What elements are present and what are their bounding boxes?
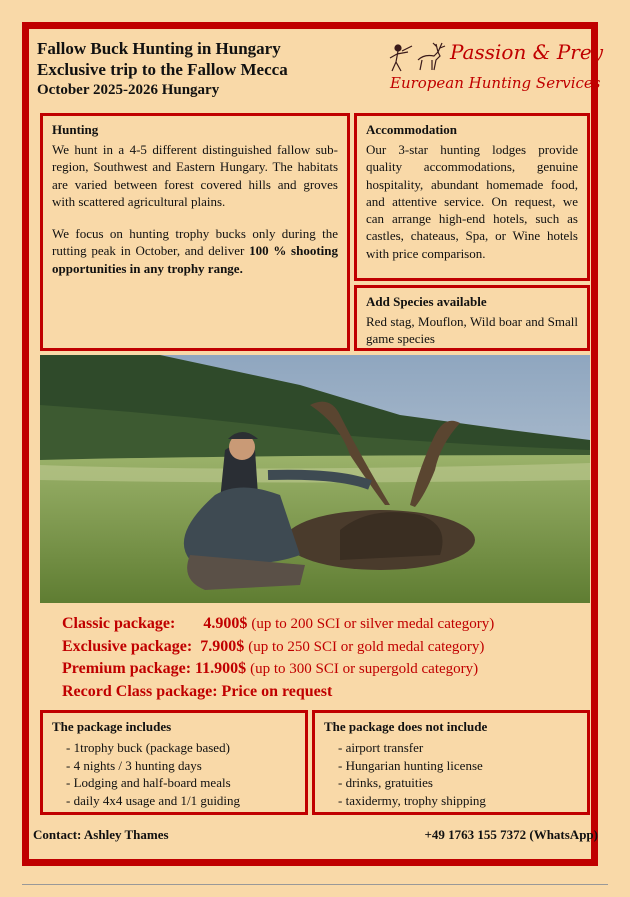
list-item: - daily 4x4 usage and 1/1 guiding	[66, 792, 296, 810]
list-item: - taxidermy, trophy shipping	[338, 792, 578, 810]
package-name: Record Class package:	[62, 682, 218, 700]
list-item: - 1trophy buck (package based)	[66, 739, 296, 757]
package-price: 4.900$	[203, 615, 248, 632]
accommodation-section	[354, 113, 590, 281]
list-item: - drinks, gratuities	[338, 774, 578, 792]
package-excludes-section	[312, 710, 590, 815]
contact-phone[interactable]: +49 1763 155 7372 (WhatsApp)	[424, 827, 598, 842]
hunting-paragraph-1: We hunt in a 4-5 different distinguished fallow sub-region, Southwest and Eastern Hungary. The habitats are varied between forest covered hills and groves with scattered agricultural plains.	[52, 142, 338, 209]
package-price: Price on request	[221, 682, 333, 700]
list-item: - Hungarian hunting license	[338, 757, 578, 775]
hunter-trophy-photo	[40, 355, 590, 603]
package-row	[62, 613, 494, 636]
hunting-paragraph-2-text: We focus on hunting trophy bucks only during the rutting peak in October, and deliver	[52, 226, 338, 259]
hunting-heading: Hunting	[52, 122, 99, 137]
package-name: Classic package:	[62, 615, 176, 632]
species-text: Red stag, Mouflon, Wild boar and Small game species	[366, 314, 578, 347]
page-title	[37, 38, 288, 99]
brand-name: Passion & Prey	[450, 40, 603, 64]
package-row	[62, 658, 494, 681]
list-item: - Lodging and half-board meals	[66, 774, 296, 792]
package-detail: (up to 200 SCI or silver medal category)	[251, 616, 495, 632]
package-price: 7.900$	[200, 637, 245, 655]
species-heading: Add Species available	[366, 294, 487, 309]
package-row	[62, 636, 494, 659]
package-includes-section	[40, 710, 308, 815]
includes-heading: The package includes	[52, 719, 172, 734]
contact-name: Contact: Ashley Thames	[33, 827, 169, 842]
package-price-list	[62, 613, 494, 703]
list-item: - airport transfer	[338, 739, 578, 757]
title-line-3: October 2025-2026 Hungary	[37, 81, 220, 98]
package-detail: (up to 300 SCI or supergold category)	[250, 661, 479, 677]
package-name: Premium package:	[62, 660, 192, 677]
package-detail: (up to 250 SCI or gold medal category)	[248, 638, 485, 655]
list-item: - 4 nights / 3 hunting days	[66, 757, 296, 775]
package-price: 11.900$	[195, 660, 247, 677]
hunting-paragraph-2	[52, 225, 338, 277]
species-section	[354, 285, 590, 351]
package-row	[62, 681, 494, 704]
accommodation-heading: Accommodation	[366, 122, 457, 137]
excludes-heading: The package does not include	[324, 719, 488, 734]
brand-logo	[388, 38, 603, 98]
hunter-and-deer-silhouette-icon	[388, 38, 450, 74]
title-line-1: Fallow Buck Hunting in Hungary	[37, 39, 281, 58]
accommodation-text: Our 3-star hunting lodges provide quality accommodations, genuine hospitality, abundant homemade food, and attentive service. On request, we can arrange high-end hotels, such as castles, chateaus, Spa, or Wine hotels with price comparison.	[366, 142, 578, 261]
brand-tagline: European Hunting Services	[390, 74, 601, 92]
hunting-paragraph-2-bold: 100 % shooting opportunities in any trophy range.	[52, 243, 338, 276]
title-line-2: Exclusive trip to the Fallow Mecca	[37, 60, 288, 80]
hunting-section	[40, 113, 350, 351]
package-name: Exclusive package:	[62, 637, 193, 655]
bottom-divider	[22, 884, 608, 885]
